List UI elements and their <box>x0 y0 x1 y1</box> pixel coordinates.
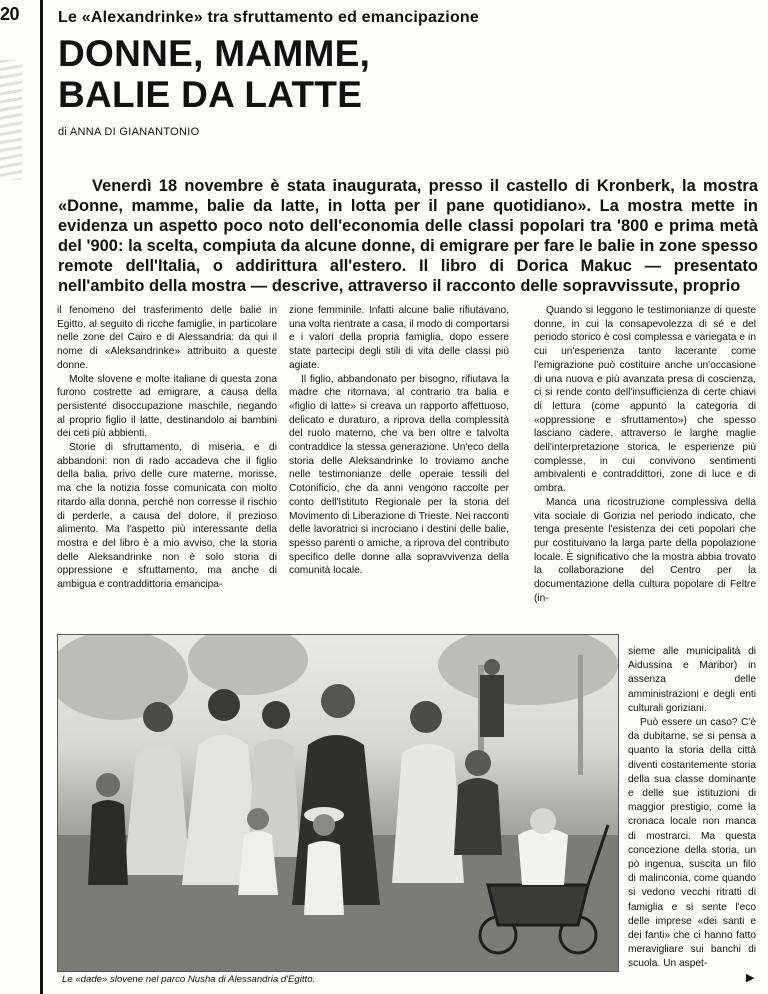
col1-paragraph: il fenomeno del trasferimento delle balie in Egitto, al seguito di ricche famiglie, in particolare nelle zone del Cairo e di Alessandria: da qui il nome di «Aleksandrinke» attribuito a queste donne. <box>57 305 277 371</box>
lead-paragraph: Venerdì 18 novembre è stata inaugurata, presso il castello di Kronberk, la mostra «Donne, mamme, balie da latte, in lotta per il pane quotidiano». La mostra mette in evidenza un aspetto poco noto dell'economia delle classi popolari tra '800 e prima metà del '900: la scelta, compiuta da alcune donne, di emigrare per fare le balie in zone spesso remote dell'Italia, o addirittura all'estero. Il libro di Dorica Makuc — presentato nell'ambito della mostra — descrive, attraverso il racconto delle sopravvissute, proprio <box>58 177 758 295</box>
page-edge-shadow <box>0 60 22 180</box>
body-column-1 <box>57 304 277 592</box>
col2-paragraph: Il figlio, abbandonato per bisogno, rifiutava la madre che ritornava; al contrario tra balia e «figlio di latte» si creava un rapporto affettuoso, delicato e duraturo, a riprova della complessità del ruolo materno, che va ben oltre e talvolta contraddice la stessa generazione. Un'eco della storia delle Aleksandrinke lo troviamo anche nelle testimonianze delle operaie tessili del Cotonificio, che da anni vengono raccolte per conto dell'Istituto Regionale per la storia del Movimento di Liberazione di Trieste. Nei racconti delle lavoratrici si incrociano i destini delle balie, spesso parenti o amiche, a riprova del contributo specifico delle donne alla sopravvivenza della comunità locale. <box>289 373 509 577</box>
col1-paragraph: Molte slovene e molte italiane di questa zona furono costrette ad emigrare, a causa della persistente disoccupazione maschile, negando al proprio figlio il latte, destinandolo ai bambini dei ceti più abbienti. <box>57 373 277 440</box>
kicker: Le «Alexandrinke» tra sfruttamento ed emancipazione <box>58 9 479 26</box>
col3-paragraph: Manca una ricostruzione complessiva della vita sociale di Gorizia nel periodo indicato, che tenga presente l'esistenza dei ceti popolari che pur costituivano la larga parte della popolazione locale. È significativo che la mostra abbia trovato la collaborazione del Centro per la documentazione della cultura popolare di Feltre (in- <box>534 496 756 604</box>
col4-paragraph: Può essere un caso? C'è da dubitarne, se si pensa a quanto la storia della città diventi costantemente storia della sua classe dominante e delle sue istituzioni di maggior prestigio, come la cronaca locale non manca di mostrarci. Ma questa concezione della storia, un pò ingenua, suscita un filo di malinconia, come quando si vedono vecchi ritratti di famiglia e si sente l'eco delle imprese «dei santi e dei fanti» che ci hanno fatto meravigliare sui banchi di scuola. Un aspet- <box>628 717 756 970</box>
body-column-3 <box>534 304 756 605</box>
page-number: 20 <box>0 4 20 24</box>
col1-paragraph: Storie di sfruttamento, di miseria, e di abbandoni: non di rado accadeva che il figlio della balia, privo delle cure materne, morisse, ma che la notizia fosse comunicata con molto ritardo alla donna, perché non corresse il rischio di perderle, a causa del dolore, il prezioso alimento. Ma l'aspetto più interessante della mostra e del libro è a mio avviso, che la storia delle Aleksandrinke non è solo storia di oppressione e sfruttamento, ma anche di ambigua e contraddittoria emancipa- <box>57 442 277 591</box>
col2-paragraph: zione femminile. Infatti alcune balie rifiutavano, una volta rientrate a casa, il modo di comportarsi e i valori della propria famiglia, dopo essere state partecipi degli stili di vita delle classi più agiate. <box>289 305 509 371</box>
continue-arrow-icon: ▶ <box>746 972 755 984</box>
historic-group-photo <box>57 634 619 972</box>
headline-line-2: BALIE DA LATTE <box>58 74 363 115</box>
col4-paragraph: sieme alle municipalità di Aidussina e Maribor) in assenza delle amministrazioni e degli enti culturali goriziani. <box>628 646 756 714</box>
margin-rule <box>40 0 43 994</box>
photo-illustration <box>58 635 618 971</box>
photo-baby <box>518 828 568 885</box>
byline: di ANNA DI GIANANTONIO <box>58 126 200 138</box>
body-column-2 <box>289 304 509 578</box>
body-column-4 <box>628 645 756 972</box>
photo-baby-bonnet <box>530 808 556 834</box>
headline-line-1: DONNE, MAMME, <box>58 33 371 74</box>
headline <box>58 33 370 115</box>
col3-paragraph: Quando si leggono le testimonianze di queste donne, in cui la consapevolezza di sé e del periodo storico è così complessa e variegata e in cui un'esperienza tanto lacerante come l'emigrazione può costituire anche un'occasione di una nuova e più avanzata presa di coscienza, ci si rende conto dell'insufficienza di certe chiavi di lettura (come appunto la categoria di «oppressione e sfruttamento») che spesso lasciano cadere, attraverso le larghe maglie dell'interpretazione storica, le esperienze più complesse, in cui convivono sentimenti ambivalenti e contraddittori, zone di luce e di ombra. <box>534 305 756 495</box>
photo-caption: Le «dade» slovene nel parco Nusha di Alessandria d'Egitto. <box>62 974 316 985</box>
